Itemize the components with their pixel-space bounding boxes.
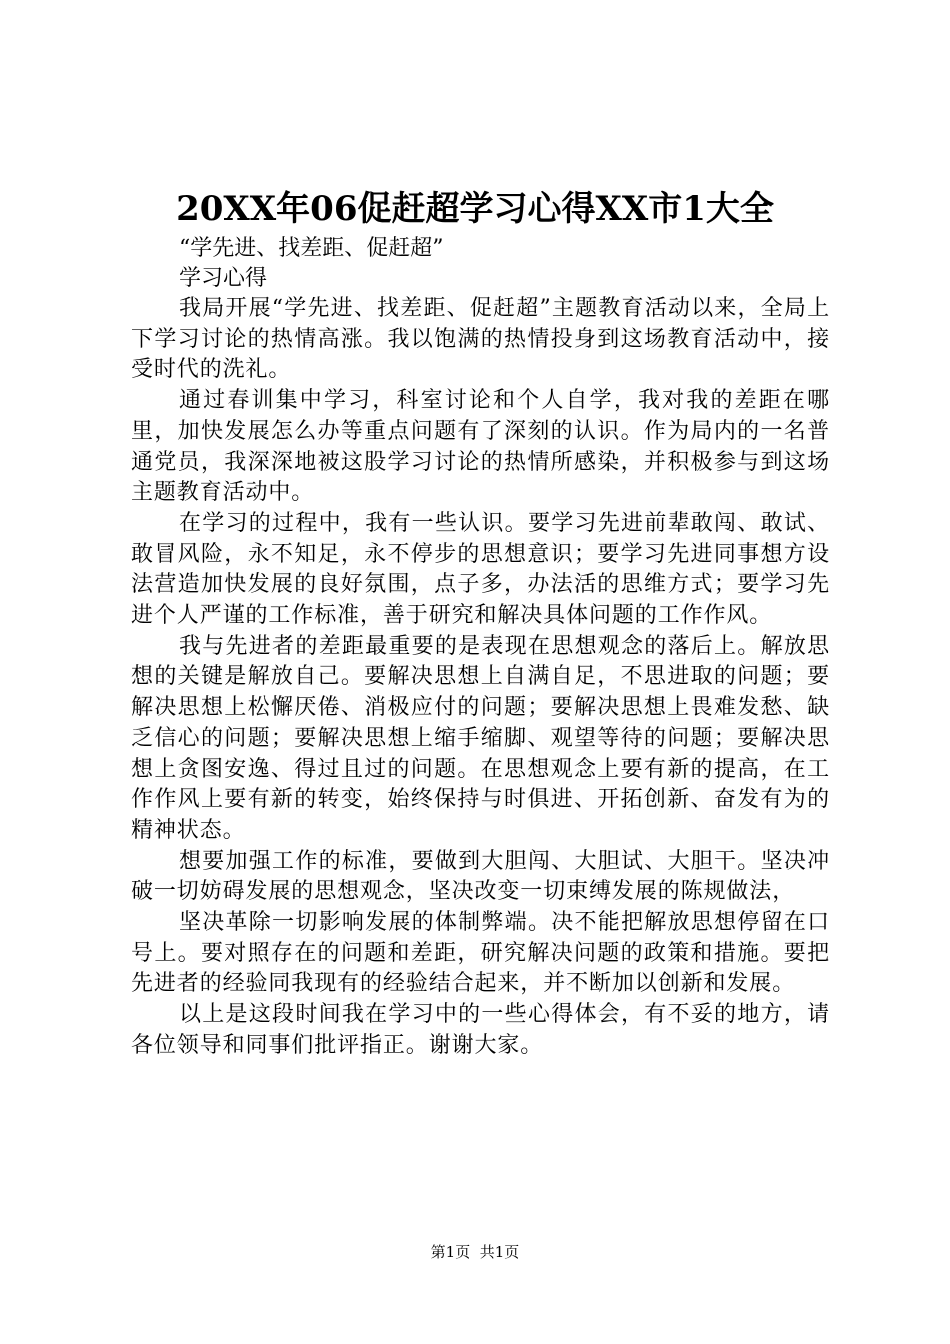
subhead-study-notes: 学习心得	[179, 266, 268, 291]
paragraph-1: 我局开展“学先进、找差距、促赶超”主题教育活动以来，全局上下学习讨论的热情高涨。我以饱满的热情投身到这场教育活动中，接受时代的洗礼。	[131, 296, 830, 383]
paragraph-6: 坚决革除一切影响发展的体制弊端。决不能把解放思想停留在口号上。要对照存在的问题和差距，研究解决问题的政策和措施。要把先进者的经验同我现有的经验结合起来，并不断加以创新和发展。	[131, 910, 830, 997]
document-title: 20XX年06促赶超学习心得XX市1大全	[176, 189, 774, 229]
page-footer	[0, 1242, 950, 1262]
footer-separator	[470, 1243, 480, 1261]
page-total: 共1页	[479, 1243, 520, 1261]
document-body	[131, 234, 830, 1062]
paragraph-7: 以上是这段时间我在学习中的一些心得体会，有不妥的地方，请各位领导和同事们批评指正。谢谢大家。	[131, 1002, 830, 1058]
paragraph-2: 通过春训集中学习，科室讨论和个人自学，我对我的差距在哪里，加快发展怎么办等重点问题有了深刻的认识。作为局内的一名普通党员，我深深地被这股学习讨论的热情所感染，并积极参与到这场主题教育活动中。	[131, 388, 830, 506]
paragraph-4: 我与先进者的差距最重要的是表现在思想观念的落后上。解放思想的关键是解放自己。要解决思想上自满自足，不思进取的问题；要解决思想上松懈厌倦、消极应付的问题；要解决思想上畏难发愁、缺乏信心的问题；要解决思想上缩手缩脚、观望等待的问题；要解决思想上贪图安逸、得过且过的问题。在思想观念上要有新的提高，在工作作风上要有新的转变，始终保持与时俱进、开拓创新、奋发有为的精神状态。	[131, 633, 830, 843]
subhead-slogan: “学先进、找差距、促赶超”	[179, 236, 444, 261]
paragraph-5: 想要加强工作的标准，要做到大胆闯、大胆试、大胆干。坚决冲破一切妨碍发展的思想观念，坚决改变一切束缚发展的陈规做法，	[131, 848, 830, 905]
page-number: 第1页	[430, 1243, 471, 1261]
paragraph-3: 在学习的过程中，我有一些认识。要学习先进前辈敢闯、敢试、敢冒风险，永不知足，永不停步的思想意识；要学习先进同事想方设法营造加快发展的良好氛围，点子多，办法活的思维方式；要学习先进个人严谨的工作标准，善于研究和解决具体问题的工作作风。	[131, 510, 830, 629]
